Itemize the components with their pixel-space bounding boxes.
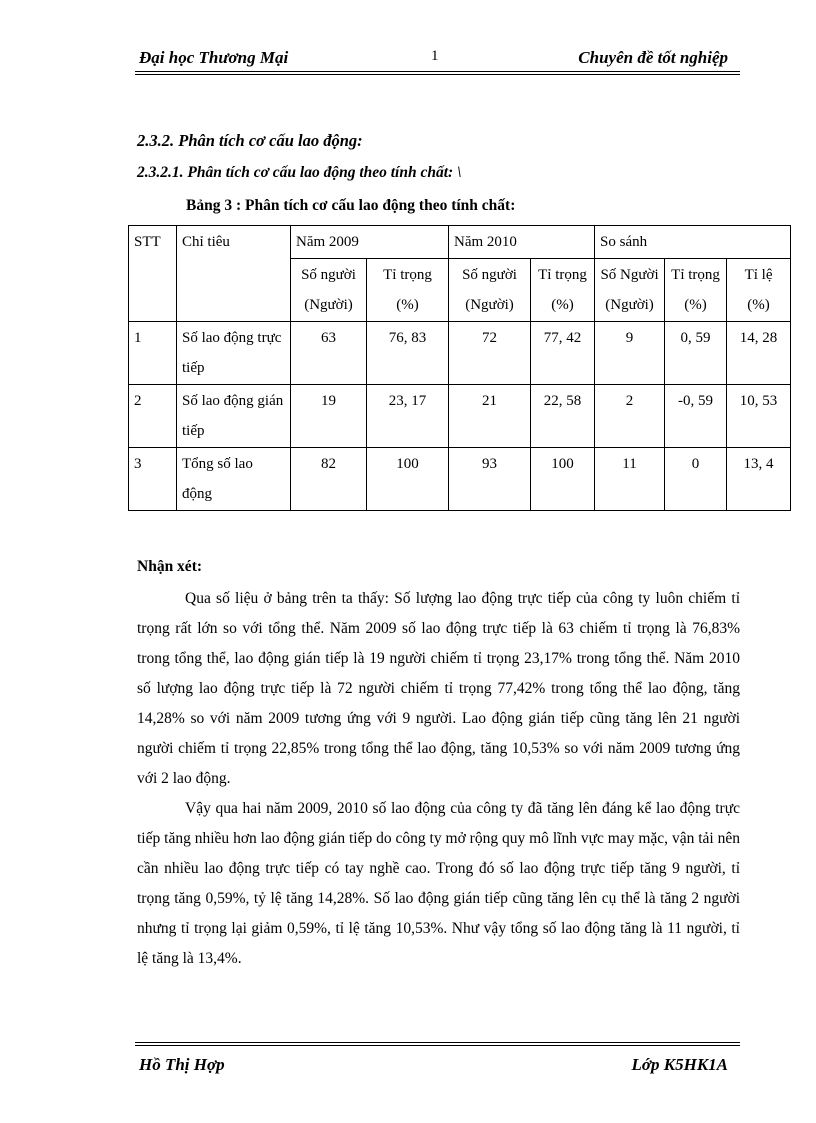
header-compare: So sánh [595,226,791,259]
row-2009-count: 63 [291,322,367,385]
header-doc-type: Chuyên đề tốt nghiệp [578,48,728,67]
row-indicator: Số lao động trực tiếp [177,322,291,385]
footer-rule-2 [135,1045,740,1046]
remarks-title: Nhận xét: [137,558,203,575]
subheader-2009-count: Số người (Người) [291,259,367,322]
subheader-2010-count: Số người (Người) [449,259,531,322]
footer-rule [135,1042,740,1043]
page-header [135,48,740,70]
row-indicator: Số lao động gián tiếp [177,385,291,448]
header-rule [135,71,740,72]
row-compare-share: 0, 59 [665,322,727,385]
row-compare-count: 2 [595,385,665,448]
subheader-2009-share: Tỉ trọng (%) [367,259,449,322]
row-2009-share: 76, 83 [367,322,449,385]
row-2010-share: 100 [531,448,595,511]
row-compare-rate: 10, 53 [727,385,791,448]
remarks-paragraph-2: Vậy qua hai năm 2009, 2010 số lao động của công ty đã tăng lên đáng kể lao động trực tiếp tăng nhiều hơn lao động gián tiếp do công ty mở rộng quy mô lĩnh vực may mặc, vận tải nên cần nhiều lao động trực tiếp có tay nghề cao. Trong đó số lao động trực tiếp tăng 9 người, tỉ trọng tăng 0,59%, tỷ lệ tăng 14,28%. Số lao động gián tiếp cũng tăng lên cụ thể là tăng 2 người nhưng tỉ trọng lại giảm 0,59%, tỉ lệ tăng 10,53%. Như vậy tổng số lao động tăng là 11 người, tỉ lệ tăng là 13,4%. [137,800,740,967]
row-stt: 3 [129,448,177,511]
row-indicator: Tổng số lao động [177,448,291,511]
row-2010-count: 21 [449,385,531,448]
row-compare-share: -0, 59 [665,385,727,448]
table-header-row [129,226,791,259]
row-compare-rate: 14, 28 [727,322,791,385]
remarks-paragraph-1: Qua số liệu ở bảng trên ta thấy: Số lượng lao động trực tiếp của công ty luôn chiếm tỉ trọng rất lớn so với tổng thể. Năm 2009 số lao động trực tiếp là 63 chiếm tỉ trọng là 76,83% trong tổng thể, lao động gián tiếp là 19 người chiếm tỉ trọng 23,17% trong tổng thể. Năm 2010 số lượng lao động trực tiếp là 72 người chiếm tỉ trọng 77,42% trong tổng thể lao động, tăng 14,28% so với năm 2009 tương ứng với 9 người. Lao động gián tiếp cũng tăng lên 21 người người chiếm tỉ trọng 22,85% trong tổng thể lao động, tăng 10,53% so với năm 2009 tương ứng với 2 lao động. [137,590,740,787]
row-compare-share: 0 [665,448,727,511]
header-year-2010: Năm 2010 [449,226,595,259]
table-row [129,385,791,448]
row-2010-count: 72 [449,322,531,385]
subheader-compare-rate: Tỉ lệ (%) [727,259,791,322]
section-heading: 2.3.2. Phân tích cơ cấu lao động: [137,131,363,150]
row-stt: 2 [129,385,177,448]
footer-author: Hồ Thị Hợp [139,1055,225,1074]
subheader-2010-share: Tỉ trọng (%) [531,259,595,322]
row-2010-count: 93 [449,448,531,511]
section-subheading: 2.3.2.1. Phân tích cơ cấu lao động theo tính chất: \ [137,164,462,181]
header-university: Đại học Thương Mại [139,48,289,67]
subheader-compare-count: Số Người (Người) [595,259,665,322]
labor-structure-table [128,225,791,511]
header-rule-2 [135,74,740,75]
header-indicator: Chỉ tiêu [177,226,291,322]
table-row [129,448,791,511]
subheader-compare-share: Tỉ trọng (%) [665,259,727,322]
page-number: 1 [431,48,439,64]
row-compare-count: 11 [595,448,665,511]
row-compare-count: 9 [595,322,665,385]
row-2010-share: 22, 58 [531,385,595,448]
row-compare-rate: 13, 4 [727,448,791,511]
header-year-2009: Năm 2009 [291,226,449,259]
row-2010-share: 77, 42 [531,322,595,385]
row-2009-count: 82 [291,448,367,511]
header-stt: STT [129,226,177,322]
table-caption: Bảng 3 : Phân tích cơ cấu lao động theo tính chất: [186,197,516,214]
row-2009-share: 23, 17 [367,385,449,448]
row-2009-share: 100 [367,448,449,511]
row-stt: 1 [129,322,177,385]
row-2009-count: 19 [291,385,367,448]
footer-class: Lớp K5HK1A [631,1055,728,1074]
table-row [129,322,791,385]
